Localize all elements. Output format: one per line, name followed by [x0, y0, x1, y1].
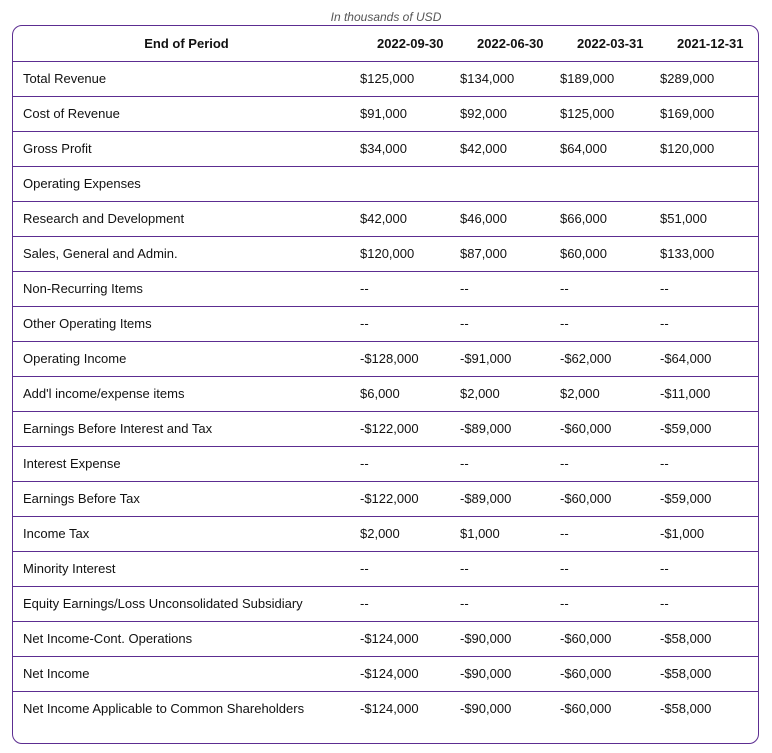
- header-period-4: 2021-12-31: [677, 35, 744, 51]
- row-value-period-3: --: [560, 281, 569, 296]
- table-row: [13, 446, 759, 481]
- table-row: [13, 656, 759, 691]
- row-value-period-2: -$89,000: [460, 491, 512, 506]
- row-value-period-3: $66,000: [560, 211, 607, 226]
- row-label: Cost of Revenue: [23, 106, 120, 121]
- row-value-period-3: --: [560, 526, 569, 541]
- row-value-period-2: [460, 166, 560, 201]
- table-row: [13, 341, 759, 376]
- row-label: Operating Expenses: [23, 176, 141, 191]
- table-row: [13, 306, 759, 341]
- row-value-period-1: $125,000: [360, 71, 415, 86]
- row-value-period-2: -$90,000: [460, 631, 512, 646]
- table-row: [13, 131, 759, 166]
- table-row: [13, 691, 759, 726]
- row-value-period-1: --: [360, 456, 369, 471]
- row-value-period-2: --: [460, 316, 469, 331]
- row-value-period-2: $87,000: [460, 246, 507, 261]
- row-label: Interest Expense: [23, 456, 121, 471]
- row-value-period-1: --: [360, 281, 369, 296]
- row-value-period-3: -$60,000: [560, 631, 612, 646]
- row-label: Net Income: [23, 666, 90, 681]
- row-value-period-1: $120,000: [360, 246, 415, 261]
- row-value-period-4: -$58,000: [660, 631, 712, 646]
- table-caption: In thousands of USD: [330, 10, 442, 24]
- row-value-period-1: [360, 166, 460, 201]
- row-value-period-4: $120,000: [660, 141, 715, 156]
- header-period-3: 2022-03-31: [577, 35, 644, 51]
- row-value-period-4: -$58,000: [660, 701, 712, 717]
- row-value-period-4: --: [660, 596, 669, 611]
- row-value-period-1: $91,000: [360, 106, 407, 121]
- row-value-period-3: --: [560, 596, 569, 611]
- row-value-period-3: $189,000: [560, 71, 615, 86]
- row-value-period-2: $1,000: [460, 526, 500, 541]
- row-value-period-4: --: [660, 281, 669, 296]
- row-value-period-2: -$89,000: [460, 421, 512, 436]
- table-row: [13, 551, 759, 586]
- row-label: Non-Recurring Items: [23, 281, 143, 296]
- row-value-period-4: $289,000: [660, 71, 715, 86]
- row-value-period-3: -$62,000: [560, 351, 612, 366]
- row-value-period-4: --: [660, 316, 669, 331]
- row-value-period-2: --: [460, 281, 469, 296]
- row-value-period-2: --: [460, 561, 469, 576]
- row-value-period-2: $2,000: [460, 386, 500, 401]
- row-value-period-2: -$91,000: [460, 351, 512, 366]
- row-value-period-1: -$124,000: [360, 701, 419, 717]
- row-value-period-3: $125,000: [560, 106, 615, 121]
- row-value-period-1: -$124,000: [360, 666, 419, 681]
- table-row: [13, 271, 759, 306]
- row-value-period-2: --: [460, 596, 469, 611]
- row-value-period-2: -$90,000: [460, 701, 512, 717]
- row-value-period-1: $6,000: [360, 386, 400, 401]
- row-label: Minority Interest: [23, 561, 116, 576]
- row-value-period-1: --: [360, 596, 369, 611]
- row-value-period-1: --: [360, 316, 369, 331]
- row-value-period-4: -$1,000: [660, 526, 705, 541]
- row-value-period-4: $169,000: [660, 106, 715, 121]
- row-label: Other Operating Items: [23, 316, 152, 331]
- row-label: Gross Profit: [23, 141, 92, 156]
- row-value-period-4: -$59,000: [660, 421, 712, 436]
- header-row: [13, 26, 759, 61]
- row-value-period-4: --: [660, 561, 669, 576]
- row-value-period-1: --: [360, 561, 369, 576]
- row-label: Equity Earnings/Loss Unconsolidated Subsidiary: [23, 596, 303, 611]
- row-value-period-3: --: [560, 456, 569, 471]
- row-value-period-2: $46,000: [460, 211, 507, 226]
- table-row: [13, 516, 759, 551]
- table-row: [13, 621, 759, 656]
- row-value-period-4: $51,000: [660, 211, 707, 226]
- row-value-period-3: -$60,000: [560, 421, 612, 436]
- table-row: [13, 201, 759, 236]
- row-label: Net Income-Cont. Operations: [23, 631, 193, 646]
- row-value-period-4: -$64,000: [660, 351, 712, 366]
- row-label: Sales, General and Admin.: [23, 246, 178, 261]
- header-period-1: 2022-09-30: [377, 35, 444, 51]
- row-value-period-1: -$124,000: [360, 631, 419, 646]
- row-value-period-4: -$58,000: [660, 666, 712, 681]
- table-row: [13, 96, 759, 131]
- table-row: [13, 586, 759, 621]
- row-value-period-1: $2,000: [360, 526, 400, 541]
- table-row: [13, 411, 759, 446]
- row-value-period-4: -$59,000: [660, 491, 712, 506]
- table-row: [13, 481, 759, 516]
- row-value-period-1: -$122,000: [360, 421, 419, 436]
- row-value-period-4: $133,000: [660, 246, 715, 261]
- row-label: Total Revenue: [23, 71, 107, 86]
- header-period-2: 2022-06-30: [477, 35, 544, 51]
- row-value-period-1: -$122,000: [360, 491, 419, 506]
- row-value-period-1: $34,000: [360, 141, 407, 156]
- header-end-of-period: End of Period: [144, 35, 229, 51]
- row-value-period-3: [560, 166, 660, 201]
- row-value-period-3: -$60,000: [560, 666, 612, 681]
- row-value-period-3: $2,000: [560, 386, 600, 401]
- row-value-period-3: $60,000: [560, 246, 607, 261]
- income-statement-table: [12, 25, 759, 744]
- row-value-period-4: [660, 166, 759, 201]
- row-value-period-4: --: [660, 456, 669, 471]
- row-label: Research and Development: [23, 211, 185, 226]
- table-row: [13, 61, 759, 96]
- row-label: Earnings Before Interest and Tax: [23, 421, 213, 436]
- row-label: Earnings Before Tax: [23, 491, 140, 506]
- row-value-period-2: $134,000: [460, 71, 515, 86]
- row-label: Net Income Applicable to Common Shareholders: [23, 701, 305, 717]
- row-value-period-2: -$90,000: [460, 666, 512, 681]
- row-value-period-1: $42,000: [360, 211, 407, 226]
- row-label: Operating Income: [23, 351, 127, 366]
- row-value-period-3: --: [560, 316, 569, 331]
- table-row: [13, 166, 759, 201]
- row-value-period-2: $42,000: [460, 141, 507, 156]
- table-body: [13, 61, 759, 726]
- row-label: Add'l income/expense items: [23, 386, 185, 401]
- table-row: [13, 236, 759, 271]
- row-label: Income Tax: [23, 526, 90, 541]
- row-value-period-3: -$60,000: [560, 491, 612, 506]
- row-value-period-2: $92,000: [460, 106, 507, 121]
- row-value-period-4: -$11,000: [660, 386, 711, 401]
- row-value-period-1: -$128,000: [360, 351, 419, 366]
- table-row: [13, 376, 759, 411]
- row-value-period-3: $64,000: [560, 141, 607, 156]
- row-value-period-3: -$60,000: [560, 701, 612, 717]
- row-value-period-2: --: [460, 456, 469, 471]
- row-value-period-3: --: [560, 561, 569, 576]
